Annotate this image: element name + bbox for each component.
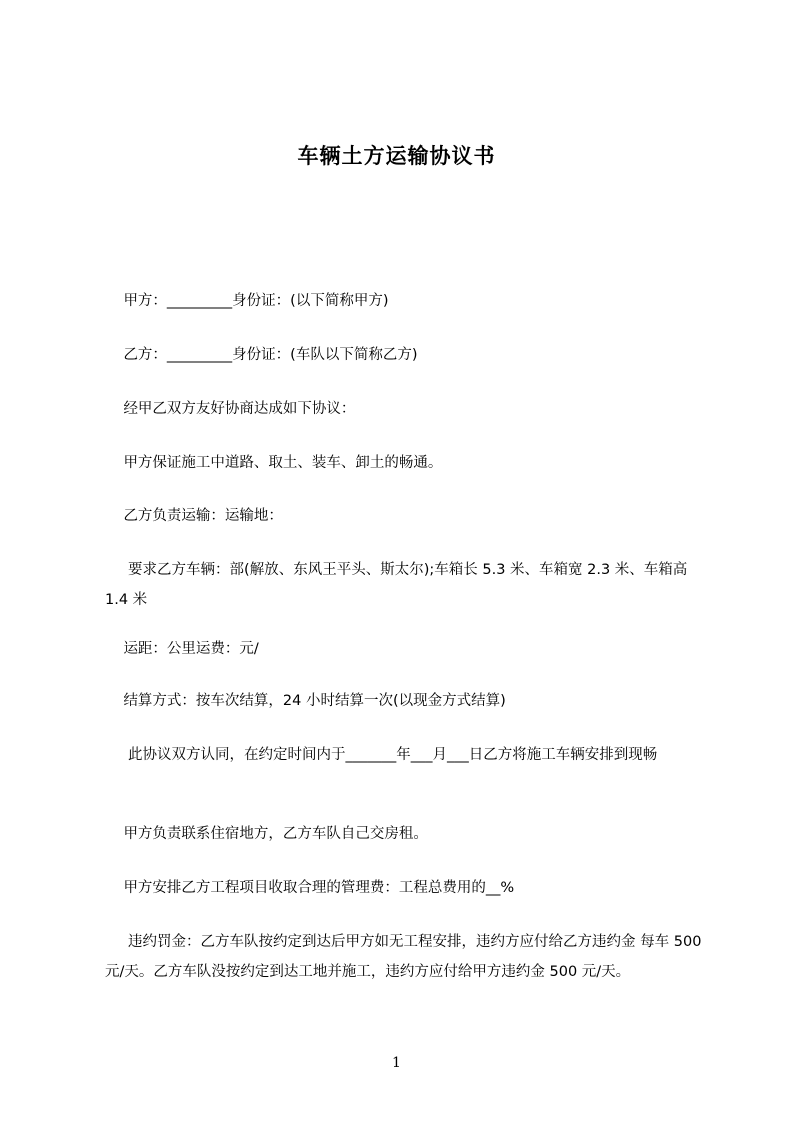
page-number: 1 — [392, 1055, 401, 1071]
paragraph-transport: 乙方负责运输：运输地： — [105, 508, 283, 524]
paragraph-party-a-guarantee: 甲方保证施工中道路、取土、装车、卸土的畅通。 — [105, 455, 443, 471]
paragraph-schedule: 此协议双方认同，在约定时间内于_______年___月___日乙方将施工车辆安排到现畅 — [105, 747, 658, 763]
paragraph-agreement-intro: 经甲乙双方友好协商达成如下协议： — [105, 401, 356, 417]
paragraph-party-b: 乙方：_________身份证：(车队以下简称乙方) — [105, 347, 418, 363]
paragraph-settlement: 结算方式：按车次结算，24 小时结算一次(以现金方式结算) — [105, 693, 506, 709]
paragraph-party-a: 甲方：_________身份证：(以下简称甲方) — [105, 293, 389, 309]
document-title: 车辆土方运输协议书 — [297, 144, 496, 168]
paragraph-distance-fee: 运距：公里运费：元/ — [105, 641, 259, 657]
paragraph-management-fee: 甲方安排乙方工程项目收取合理的管理费：工程总费用的__% — [105, 880, 515, 896]
paragraph-penalty: 违约罚金：乙方车队按约定到达后甲方如无工程安排，违约方应付给乙方违约金 每车 500 元/天。乙方车队没按约定到达工地并施工，违约方应付给甲方违约金 500 元/天。 — [105, 934, 707, 980]
paragraph-accommodation: 甲方负责联系住宿地方，乙方车队自己交房租。 — [105, 826, 428, 842]
paragraph-vehicle-requirements: 要求乙方车辆：部(解放、东风王平头、斯太尔);车箱长 5.3 米、车箱宽 2.3 米、车箱高 1.4 米 — [105, 562, 692, 608]
